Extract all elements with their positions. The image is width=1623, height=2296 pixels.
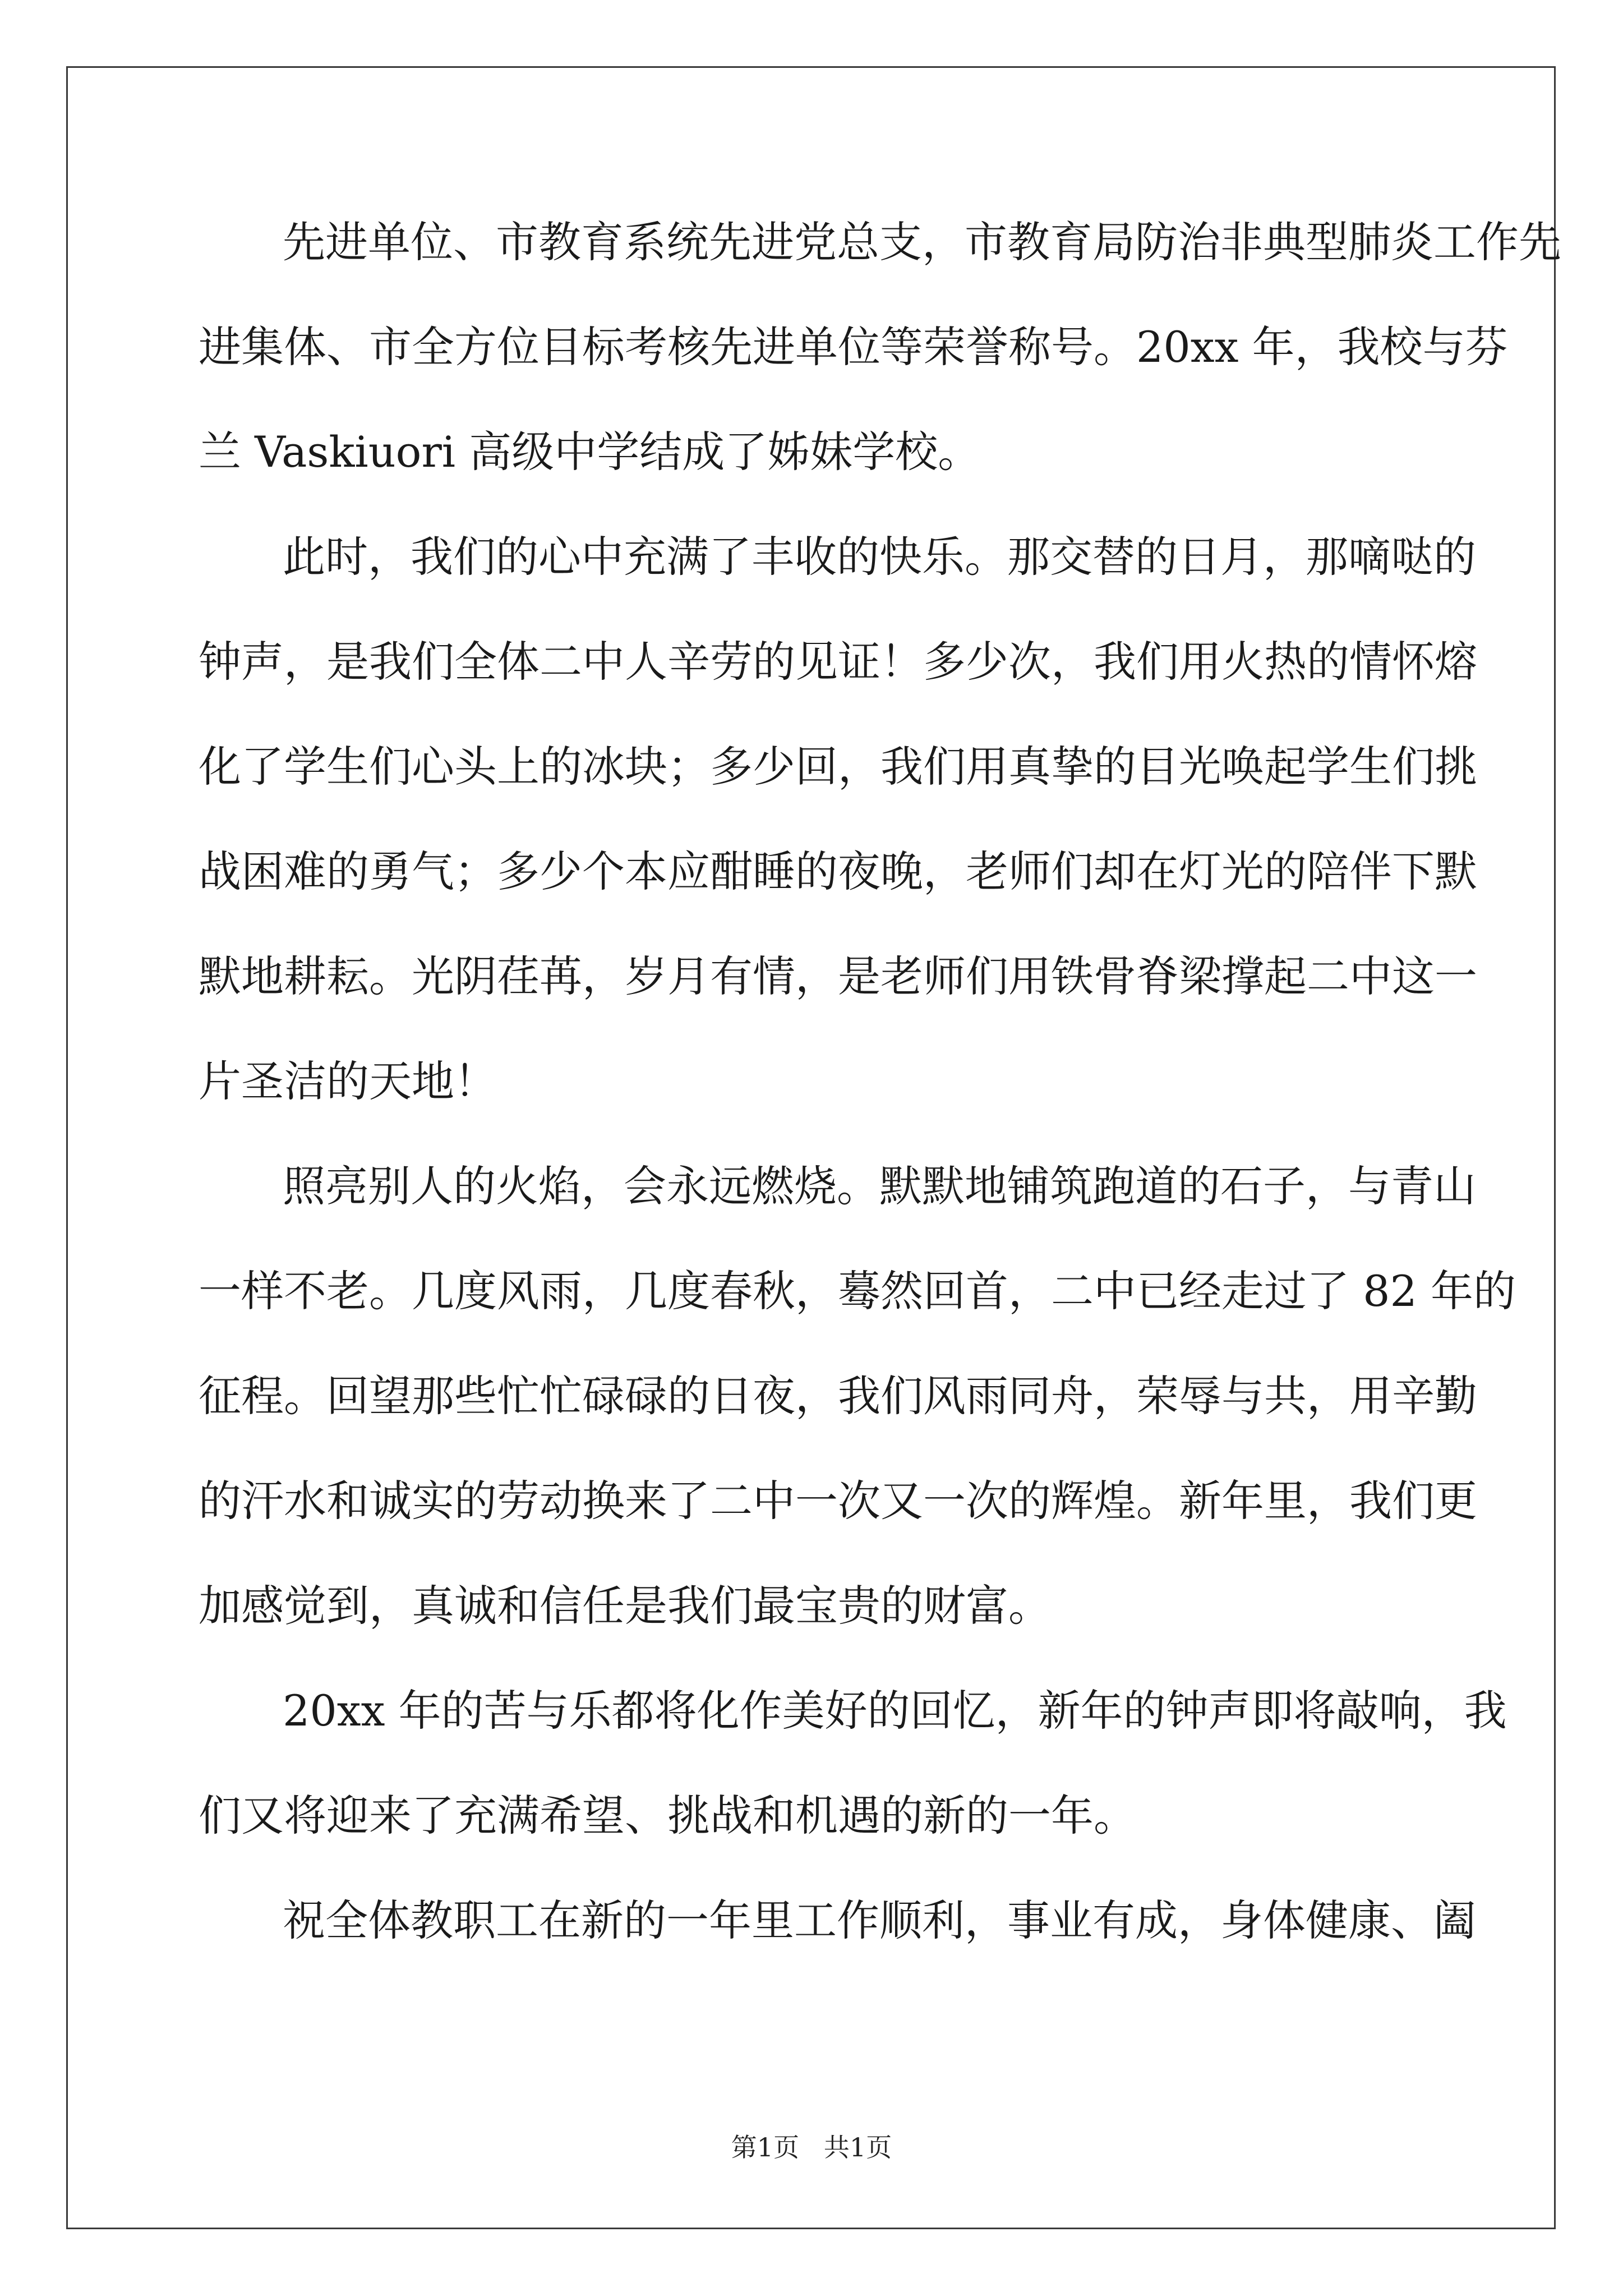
paragraph [199,1157,1516,1682]
text-line: 兰 Vaskiuori 高级中学结成了姊妹学校。 [199,427,981,477]
text-line: 征程。回望那些忙忙碌碌的日夜，我们风雨同舟，荣辱与共，用辛勤 [199,1371,1477,1421]
document-body [199,213,1561,1996]
text-line: 的汗水和诚实的劳动换来了二中一次又一次的辉煌。新年里，我们更 [199,1476,1477,1526]
text-line: 20xx 年的苦与乐都将化作美好的回忆，新年的钟声即将敲响，我 [283,1686,1507,1736]
text-line: 片圣洁的天地！ [199,1056,497,1106]
text-line: 先进单位、市教育系统先进党总支，市教育局防治非典型肺炎工作先 [283,217,1561,267]
text-line: 一样不老。几度风雨，几度春秋，蓦然回首，二中已经走过了 82 年的 [199,1266,1516,1316]
text-line: 战困难的勇气；多少个本应酣睡的夜晚，老师们却在灯光的陪伴下默 [199,846,1477,896]
page-footer: 第1页 共1页 [731,2132,892,2162]
text-line: 照亮别人的火焰，会永远燃烧。默默地铺筑跑道的石子，与青山 [283,1161,1476,1211]
text-line: 此时，我们的心中充满了丰收的快乐。那交替的日月，那嘀哒的 [283,532,1476,582]
paragraph [199,528,1477,1157]
text-line: 祝全体教职工在新的一年里工作顺利，事业有成，身体健康、阖 [283,1895,1476,1945]
paragraph [199,1892,1476,1996]
text-line: 加感觉到，真诚和信任是我们最宝贵的财富。 [199,1581,1051,1631]
text-line: 进集体、市全方位目标考核先进单位等荣誉称号。20xx 年，我校与芬 [199,322,1508,372]
paragraph [199,1682,1507,1892]
text-line: 们又将迎来了充满希望、挑战和机遇的新的一年。 [199,1791,1136,1841]
text-line: 默地耕耘。光阴荏苒，岁月有情，是老师们用铁骨脊梁撑起二中这一 [199,951,1477,1001]
text-line: 化了学生们心头上的冰块；多少回，我们用真挚的目光唤起学生们挑 [199,742,1477,792]
paragraph [199,213,1561,528]
text-line: 钟声，是我们全体二中人辛劳的见证！多少次，我们用火热的情怀熔 [199,637,1477,687]
